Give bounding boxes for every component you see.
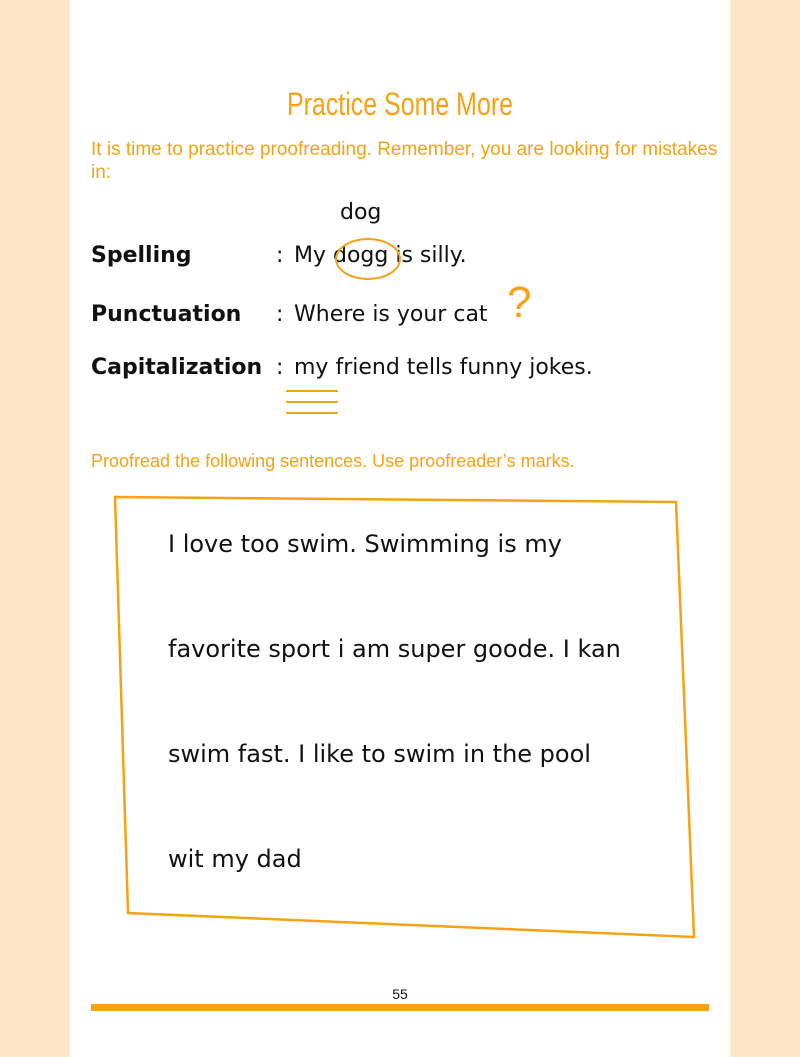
passage-line: wit my dad	[168, 845, 302, 873]
spelling-sentence: My dogg is silly.	[294, 243, 467, 268]
footer-rule	[91, 1004, 709, 1011]
colon: :	[276, 243, 284, 268]
colon: :	[276, 355, 284, 380]
instruction-text: Proofread the following sentences. Use proofreader’s marks.	[91, 451, 575, 471]
intro-text: It is time to practice proofreading. Remember, you are looking for mistakes in:	[91, 139, 718, 183]
capitalization-term: Capitalization	[91, 355, 263, 380]
inserted-question-mark: ?	[507, 278, 532, 327]
passage-line: swim fast. I like to swim in the pool	[168, 740, 591, 768]
capitalization-sentence: my friend tells funny jokes.	[294, 355, 593, 380]
passage-line: I love too swim. Swimming is my	[168, 530, 562, 558]
page-number: 55	[392, 986, 408, 1002]
spelling-correction: dog	[340, 200, 382, 225]
page-title: Practice Some More	[286, 86, 514, 122]
spelling-term: Spelling	[91, 243, 192, 268]
passage-line: favorite sport i am super goode. I kan	[168, 635, 621, 663]
punctuation-sentence: Where is your cat	[294, 302, 488, 327]
punctuation-term: Punctuation	[91, 302, 242, 327]
colon: :	[276, 302, 284, 327]
